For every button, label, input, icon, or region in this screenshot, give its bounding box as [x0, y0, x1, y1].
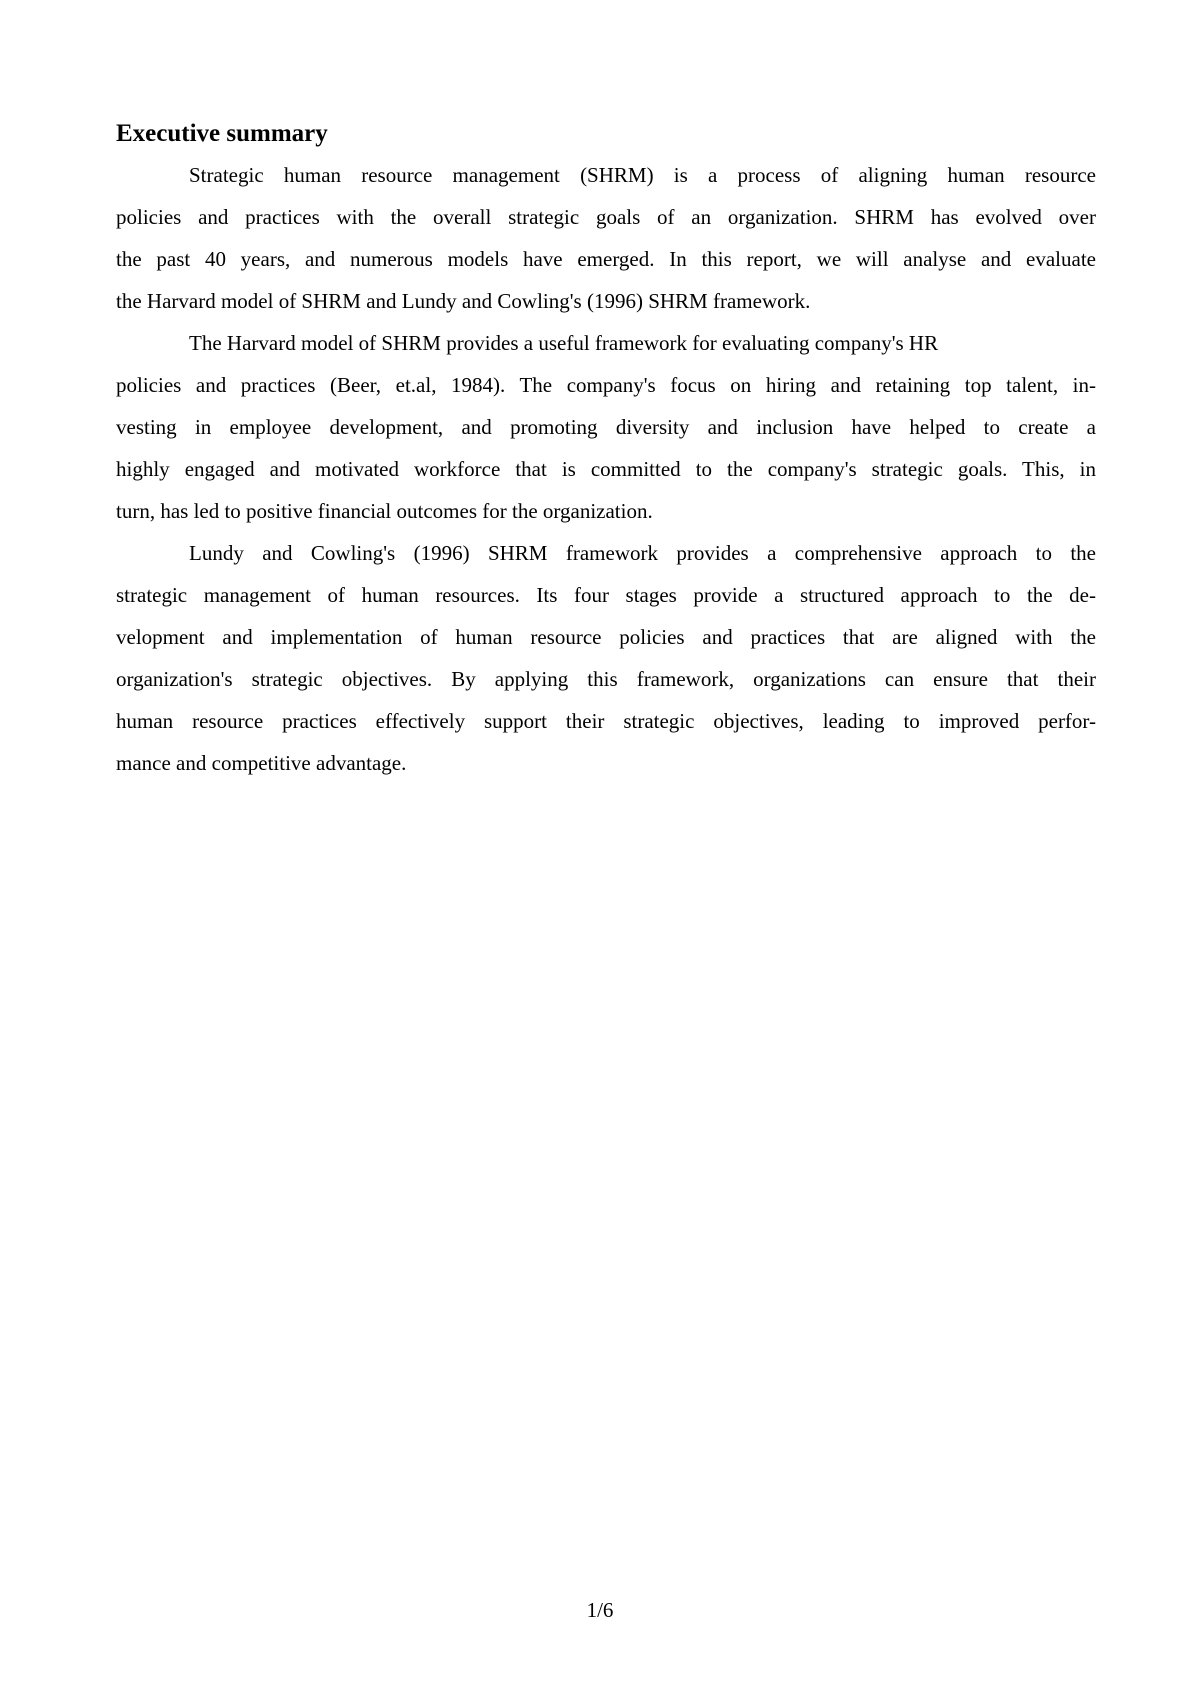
- paragraph-line: Strategic human resource management (SHRM) is a process of aligning human resource: [189, 163, 1096, 187]
- paragraph-line: velopment and implementation of human resource policies and practices that are aligned with the: [116, 625, 1096, 649]
- paragraph-line: human resource practices effectively support their strategic objectives, leading to improved perfor-: [116, 709, 1096, 733]
- paragraph-line: vesting in employee development, and promoting diversity and inclusion have helped to create a: [116, 415, 1096, 439]
- paragraph-line: The Harvard model of SHRM provides a useful framework for evaluating company's HR: [189, 331, 939, 355]
- paragraph-2: [116, 322, 1096, 532]
- page-number: 1/6: [586, 1598, 614, 1622]
- section-heading: Executive summary: [116, 120, 328, 147]
- paragraph-line: turn, has led to positive financial outcomes for the organization.: [116, 499, 653, 523]
- paragraph-line: Lundy and Cowling's (1996) SHRM framework provides a comprehensive approach to the: [189, 541, 1096, 565]
- paragraph-line: mance and competitive advantage.: [116, 751, 407, 775]
- paragraph-line: the Harvard model of SHRM and Lundy and Cowling's (1996) SHRM framework.: [116, 289, 811, 313]
- paragraph-line: policies and practices with the overall strategic goals of an organization. SHRM has evolved over: [116, 205, 1096, 229]
- paragraph-line: policies and practices (Beer, et.al, 1984). The company's focus on hiring and retaining top talent, in-: [116, 373, 1096, 397]
- paragraph-line: organization's strategic objectives. By applying this framework, organizations can ensure that their: [116, 667, 1096, 691]
- paragraph-line: the past 40 years, and numerous models have emerged. In this report, we will analyse and evaluate: [116, 247, 1096, 271]
- paragraph-3: [116, 532, 1096, 784]
- paragraph-line: strategic management of human resources. Its four stages provide a structured approach to the de-: [116, 583, 1096, 607]
- paragraph-line: highly engaged and motivated workforce that is committed to the company's strategic goals. This, in: [116, 457, 1096, 481]
- page-content: [116, 118, 1096, 784]
- paragraph-1: [116, 154, 1096, 322]
